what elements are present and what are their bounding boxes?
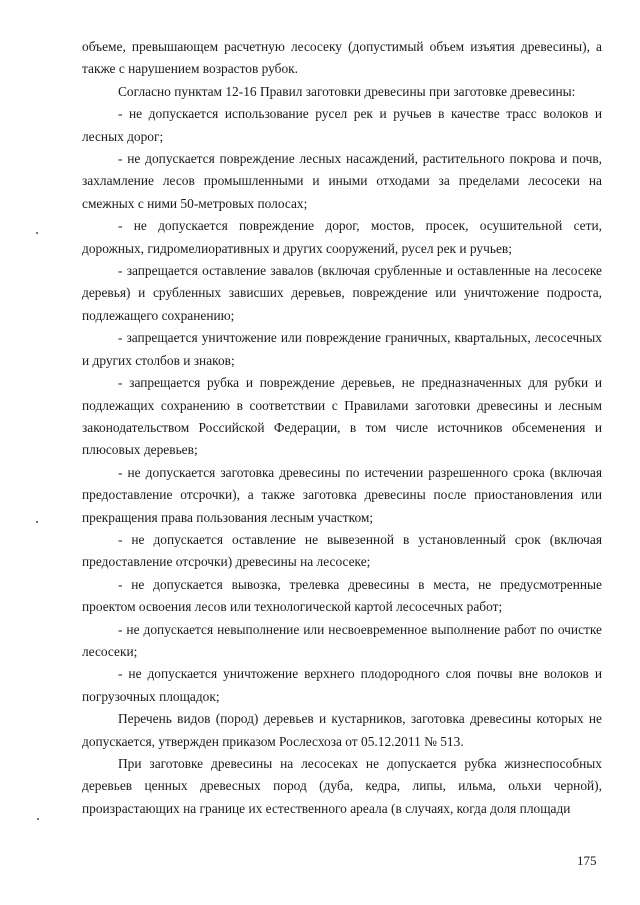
paragraph-14: Перечень видов (пород) деревьев и кустарников, заготовка древесины которых не допускается, утвержден приказом Рослесхоза от 05.12.2011 № 513. (82, 711, 602, 749)
page-number: 175 (577, 853, 597, 868)
paragraph-5: - не допускается повреждение дорог, мостов, просек, осушительной сети, дорожных, гидромелиоративных и других сооружений, русел рек и ручьев; (82, 218, 602, 256)
paragraph-3: - не допускается использование русел рек и ручьев в качестве трасс волоков и лесных дорог; (82, 106, 602, 144)
paragraph-13: - не допускается уничтожение верхнего плодородного слоя почвы вне волоков и погрузочных площадок; (82, 666, 602, 704)
paragraph-9: - не допускается заготовка древесины по истечении разрешенного срока (включая предоставление отсрочки), а также заготовка древесины после приостановления или прекращения права пользования лесным участком; (82, 464, 602, 525)
paragraph-15: При заготовке древесины на лесосеках не допускается рубка жизнеспособных деревьев ценных древесных пород (дуба, кедра, липы, ильма, ольхи черной), произрастающих на границе их естественного ареала (в случаях, когда доля площади (82, 756, 602, 816)
paragraph-11: - не допускается вывозка, трелевка древесины в места, не предусмотренные проектом освоения лесов или технологической картой лесосечных работ; (82, 576, 602, 615)
paragraph-12: - не допускается невыполнение или несвоевременное выполнение работ по очистке лесосеки; (82, 621, 602, 659)
scan-mark (36, 232, 38, 234)
paragraph-1: объеме, превышающем расчетную лесосеку (допустимый объем изъятия древесины), а также с нарушением возрастов рубок. (82, 39, 602, 77)
paragraph-8: - запрещается рубка и повреждение деревьев, не предназначенных для рубки и подлежащих сохранению в соответствии с Правилами заготовки древесины и лесным законодательством Российской Федерации, в том числе источников обсеменения и плюсовых деревьев; (82, 375, 602, 458)
paragraph-4: - не допускается повреждение лесных насаждений, растительного покрова и почв, захламление лесов промышленными и иными отходами за пределами лесосеки на смежных с ними 50-метровых полосах; (82, 151, 602, 211)
paragraph-7: - запрещается уничтожение или повреждение граничных, квартальных, лесосечных и других столбов и знаков; (82, 330, 602, 368)
scan-mark (37, 818, 39, 820)
paragraph-10: - не допускается оставление не вывезенной в установленный срок (включая предоставление отсрочки) древесины на лесосеке; (82, 531, 602, 570)
scan-mark (36, 521, 38, 523)
document-body (82, 36, 602, 820)
paragraph-2: Согласно пунктам 12-16 Правил заготовки древесины при заготовке древесины: (118, 83, 576, 99)
paragraph-6: - запрещается оставление завалов (включая срубленные и оставленные на лесосеке деревья) и срубленных зависших деревьев, повреждение или уничтожение подроста, подлежащего сохранению; (82, 263, 602, 323)
